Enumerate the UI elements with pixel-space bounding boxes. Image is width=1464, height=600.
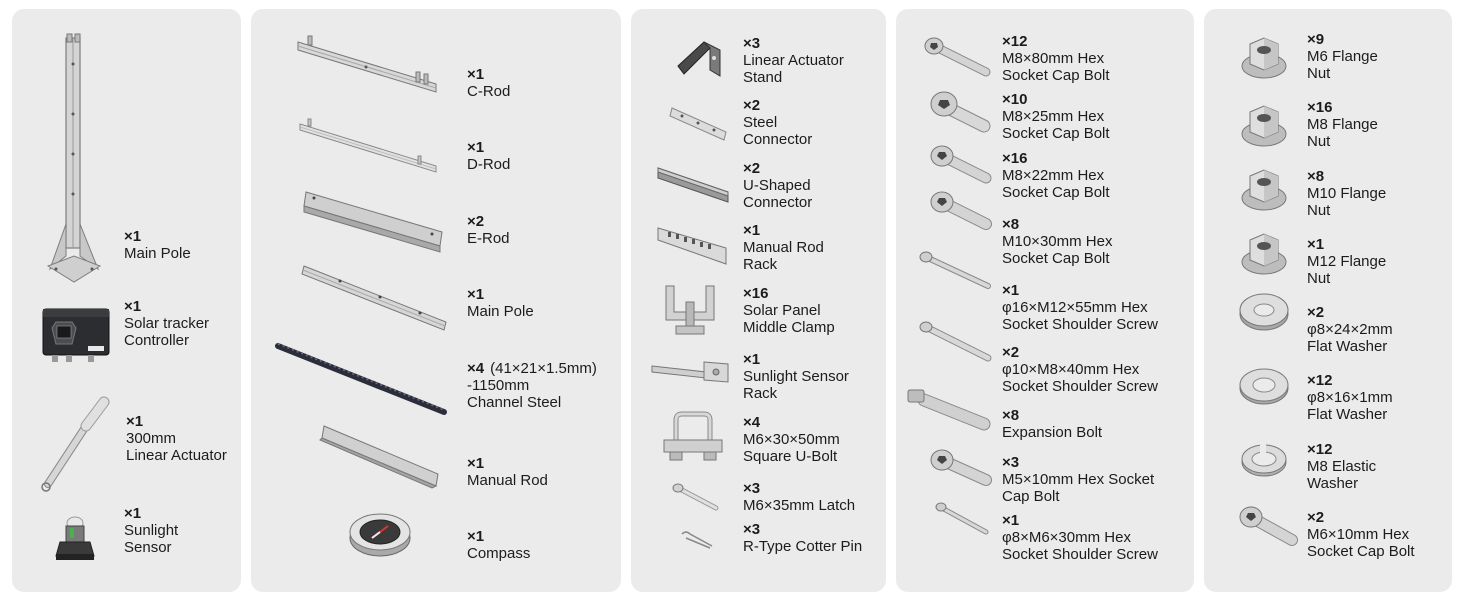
part-name: φ8×16×1mm Flat Washer [1307, 389, 1393, 423]
controller-icon [42, 306, 112, 364]
channel-steel-icon [274, 340, 448, 418]
part-name: Sunlight Sensor [124, 522, 179, 556]
main-pole-icon [44, 34, 104, 284]
part-name: E-Rod [467, 230, 510, 247]
e-rod-icon [302, 190, 444, 254]
qty: ×1 [743, 351, 761, 368]
part-name: M8×25mm Hex Socket Cap Bolt [1002, 108, 1110, 142]
linear-actuator-icon [38, 396, 113, 492]
bolt-icon [928, 144, 992, 188]
qty: ×3 [743, 35, 761, 52]
qty: ×2 [743, 160, 761, 177]
qty: ×1 [467, 66, 485, 83]
part-name: φ8×M6×30mm Hex Socket Shoulder Screw [1002, 529, 1158, 563]
part-name: M10×30mm Hex Socket Cap Bolt [1002, 233, 1113, 267]
part-name: Solar Panel Middle Clamp [743, 302, 835, 336]
bolt-icon [928, 448, 992, 488]
part-name: M6 Flange Nut [1307, 48, 1378, 82]
d-rod-icon [298, 118, 440, 176]
qty: ×12 [1307, 441, 1333, 458]
part-name: Expansion Bolt [1002, 424, 1103, 441]
qty: ×1 [1307, 236, 1325, 253]
qty: ×10 [1002, 91, 1028, 108]
part-name: M5×10mm Hex Socket Cap Bolt [1002, 471, 1155, 505]
middle-clamp-icon [660, 282, 720, 340]
part-name: φ16×M12×55mm Hex Socket Shoulder Screw [1002, 299, 1158, 333]
qty: ×12 [1002, 33, 1028, 50]
qty: ×1 [743, 222, 761, 239]
qty: ×1 [1002, 512, 1020, 529]
part-name: D-Rod [467, 156, 511, 173]
part-name: Main Pole [124, 245, 191, 262]
part-name: M8×80mm Hex Socket Cap Bolt [1002, 50, 1110, 84]
part-name: 300mm Linear Actuator [126, 430, 227, 464]
part-name: M6×35mm Latch [743, 497, 856, 514]
qty: ×1 [467, 455, 485, 472]
qty: ×2 [1002, 344, 1020, 361]
part-name: M8 Elastic Washer [1307, 458, 1377, 492]
qty: ×2 [743, 97, 761, 114]
part-name: Main Pole [467, 303, 534, 320]
bolt-icon [1238, 504, 1298, 548]
shoulder-screw-icon [934, 502, 990, 538]
flange-nut-icon [1240, 232, 1288, 276]
part-name: M8 Flange Nut [1307, 116, 1378, 150]
part-name: M8×22mm Hex Socket Cap Bolt [1002, 167, 1110, 201]
compass-icon [348, 508, 412, 558]
qty: ×16 [743, 285, 769, 302]
u-connector-icon [656, 162, 730, 208]
sunlight-sensor-icon [52, 516, 98, 564]
main-pole-rod-icon [300, 264, 448, 334]
flat-washer-icon [1238, 366, 1290, 406]
qty: ×12 [1307, 372, 1333, 389]
part-name: M10 Flange Nut [1307, 185, 1387, 219]
qty: ×16 [1307, 99, 1333, 116]
qty: ×1 [124, 298, 142, 315]
qty: ×1 [467, 139, 485, 156]
part-name: Compass [467, 545, 531, 562]
part-name: C-Rod [467, 83, 511, 100]
part-name: Solar tracker Controller [124, 315, 210, 349]
u-bolt-icon [662, 412, 724, 466]
qty: ×1 [126, 413, 144, 430]
c-rod-icon [296, 34, 441, 96]
part-name: Manual Rod Rack [743, 239, 824, 273]
flange-nut-icon [1240, 36, 1288, 80]
expansion-bolt-icon [906, 386, 990, 432]
part-name: Sunlight Sensor Rack [743, 368, 849, 402]
part-name: M6×10mm Hex Socket Cap Bolt [1307, 526, 1415, 560]
qty: ×2 [1307, 304, 1325, 321]
qty: ×4 [743, 414, 761, 431]
elastic-washer-icon [1238, 440, 1290, 480]
flat-washer-icon [1238, 292, 1290, 332]
part-name: φ10×M8×40mm Hex Socket Shoulder Screw [1002, 361, 1158, 395]
rod-rack-icon [656, 222, 728, 266]
steel-connector-icon [668, 104, 728, 144]
part-spec: (41×21×1.5mm) [490, 360, 597, 377]
part-name: M12 Flange Nut [1307, 253, 1387, 287]
part-name: φ8×24×2mm Flat Washer [1307, 321, 1393, 355]
part-name: Steel Connector [743, 114, 813, 148]
qty: ×2 [467, 213, 485, 230]
qty: ×8 [1002, 407, 1020, 424]
manual-rod-icon [320, 424, 440, 490]
qty: ×1 [124, 228, 142, 245]
qty: ×2 [1307, 509, 1325, 526]
qty: ×1 [124, 505, 142, 522]
flange-nut-icon [1240, 168, 1288, 212]
qty: ×1 [1002, 282, 1020, 299]
cotter-pin-icon [680, 528, 714, 550]
qty: ×4 [467, 360, 485, 377]
part-name: Manual Rod [467, 472, 548, 489]
shoulder-screw-icon [918, 250, 992, 292]
shoulder-screw-icon [918, 320, 992, 364]
bolt-icon [922, 36, 992, 80]
sensor-rack-icon [650, 356, 730, 390]
latch-icon [672, 482, 720, 512]
qty: ×8 [1002, 216, 1020, 233]
part-name: U-Shaped Connector [743, 177, 813, 211]
qty: ×16 [1002, 150, 1028, 167]
qty: ×9 [1307, 31, 1325, 48]
qty: ×3 [743, 521, 761, 538]
qty: ×3 [743, 480, 761, 497]
qty: ×1 [467, 286, 485, 303]
qty: ×8 [1307, 168, 1325, 185]
part-name: M6×30×50mm Square U-Bolt [743, 431, 840, 465]
part-name: -1150mm Channel Steel [467, 377, 562, 411]
flange-nut-icon [1240, 104, 1288, 148]
bolt-icon [928, 190, 992, 234]
actuator-stand-icon [676, 36, 724, 80]
part-name: R-Type Cotter Pin [743, 538, 863, 555]
qty: ×3 [1002, 454, 1020, 471]
part-name: Linear Actuator Stand [743, 52, 844, 86]
bolt-icon [928, 90, 992, 138]
qty: ×1 [467, 528, 485, 545]
